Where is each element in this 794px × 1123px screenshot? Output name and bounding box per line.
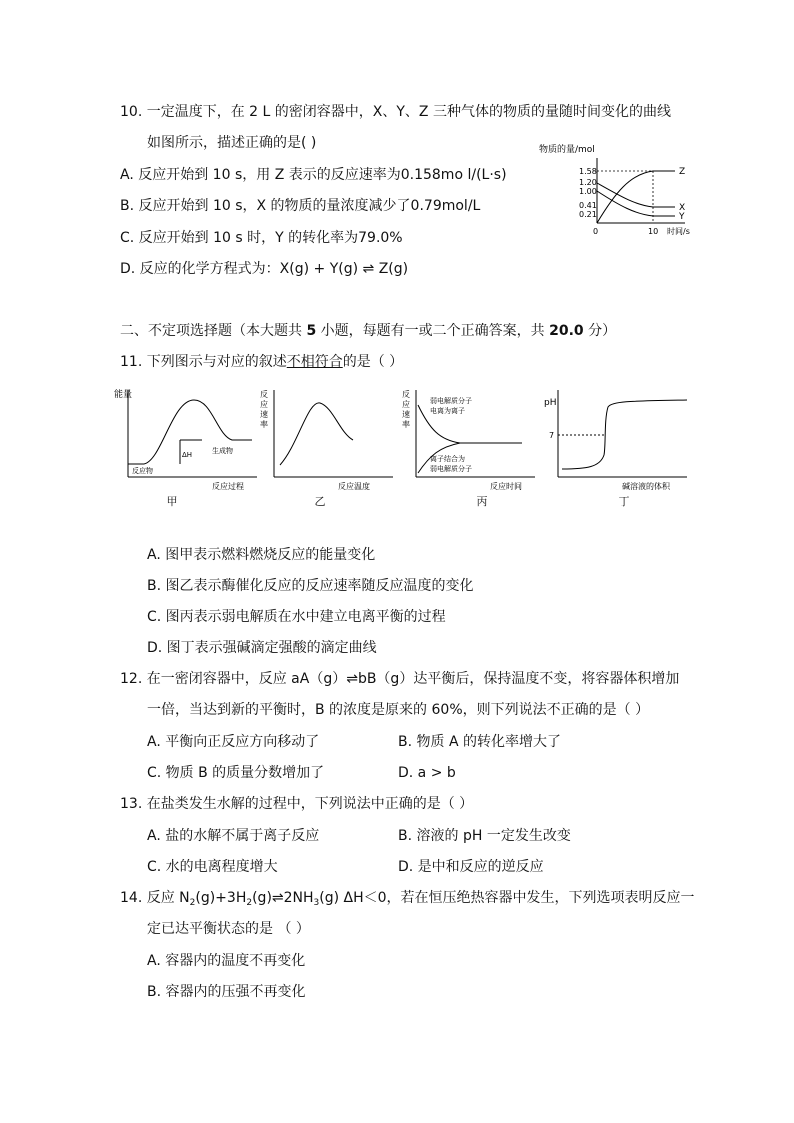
q10-option-c: C. 反应开始到 10 s 时，Y 的转化率为79.0%: [120, 230, 403, 246]
bing-xlabel: 反应时间: [490, 482, 522, 491]
ding-caption: 丁: [618, 495, 630, 508]
q11-option-d: D. 图丁表示强碱滴定强酸的滴定曲线: [147, 640, 377, 656]
q11-option-c: C. 图丙表示弱电解质在水中建立电离平衡的过程: [147, 609, 446, 625]
q10-option-a: A. 反应开始到 10 s，用 Z 表示的反应速率为0.158mo l/(L·s): [120, 167, 507, 183]
q10-ytick-4: 0.41: [579, 201, 597, 210]
svg-text:速: 速: [402, 410, 410, 419]
jia-react: 反应物: [132, 467, 153, 475]
q10-ytick-2: 1.20: [579, 178, 597, 187]
jia-dh: ΔH: [182, 451, 193, 459]
ding-tick: 7: [549, 431, 555, 440]
q13-option-d: D. 是中和反应的逆反应: [398, 859, 544, 875]
q10-curve-y: [597, 191, 675, 216]
q10-graph: [535, 138, 705, 240]
q13-option-b: B. 溶液的 pH 一定发生改变: [398, 828, 571, 844]
q10-graph-ylabel: 物质的量/mol: [539, 145, 595, 155]
q10-label-y: Y: [679, 212, 685, 222]
q10-graph-xlabel: 时间/s: [667, 227, 690, 236]
ding-ylabel: pH: [544, 398, 557, 408]
section2-title: 二、不定项选择题（本大题共 5 小题，每题有一或二个正确答案，共 20.0 分）: [120, 323, 617, 339]
svg-text:电离为离子: 电离为离子: [430, 407, 465, 415]
q10-label-x: X: [679, 203, 686, 213]
svg-text:率: 率: [260, 420, 268, 429]
q10-stem-line1: 10. 一定温度下，在 2 L 的密闭容器中，X、Y、Z 三种气体的物质的量随时间变化的曲线: [120, 104, 671, 120]
q10-ytick-3: 1.00: [579, 187, 597, 196]
bing-caption: 丙: [476, 495, 488, 508]
q14-stem-line1: 14. 反应 $N_2(g)+3H_2(g)\rightleftharpoons 2NH_3(g)$ ΔH＜0，若在恒压绝热容器中发生，下列选项表明反应一: [120, 890, 695, 908]
svg-text:应: 应: [402, 400, 410, 409]
q11-fig-yi: [258, 385, 398, 495]
svg-text:离子结合为: 离子结合为: [430, 455, 465, 463]
q10-ytick-5: 0.21: [579, 210, 597, 219]
q13-option-c: C. 水的电离程度增大: [147, 859, 278, 875]
jia-prod: 生成物: [212, 447, 233, 455]
q12-option-d: D. a > b: [398, 765, 456, 781]
yi-xlabel: 反应温度: [338, 482, 370, 491]
jia-ylabel: 能量: [114, 390, 133, 400]
q11-fig-ding: [542, 385, 692, 495]
q12-stem-line2: 一倍，当达到新的平衡时，B 的浓度是原来的 60%，则下列说法不正确的是（ ）: [147, 702, 650, 718]
q10-stem-line2: 如图所示，描述正确的是( ): [147, 135, 317, 151]
ding-xlabel: 碱溶液的体积: [622, 482, 670, 491]
q11-stem: 11. 下列图示与对应的叙述不相符合的是（ ）: [120, 354, 404, 370]
jia-xlabel: 反应过程: [212, 482, 244, 491]
yi-caption: 乙: [314, 495, 326, 508]
svg-text:弱电解质分子: 弱电解质分子: [430, 397, 472, 405]
q10-xtick-10: 10: [648, 227, 659, 236]
q10-xtick-0: 0: [593, 227, 599, 236]
q10-curve-z: [597, 171, 675, 223]
q10-option-d: D. 反应的化学方程式为：X(g) + Y(g) ⇌ Z(g): [120, 261, 409, 277]
yi-ylabel-1: 反: [260, 390, 268, 399]
q11-fig-bing: [400, 385, 540, 495]
q14-option-a: A. 容器内的温度不再变化: [147, 953, 306, 969]
q12-option-a: A. 平衡向正反应方向移动了: [147, 734, 320, 750]
svg-text:反: 反: [402, 390, 410, 399]
jia-caption: 甲: [166, 495, 178, 508]
q11-option-a: A. 图甲表示燃料燃烧反应的能量变化: [147, 547, 376, 563]
q12-option-c: C. 物质 B 的质量分数增加了: [147, 765, 325, 781]
q10-curve-x: [597, 183, 675, 207]
q13-option-a: A. 盐的水解不属于离子反应: [147, 828, 320, 844]
svg-text:速: 速: [260, 410, 268, 419]
q10-option-b: B. 反应开始到 10 s，X 的物质的量浓度减少了0.79mol/L: [120, 198, 481, 214]
q12-option-b: B. 物质 A 的转化率增大了: [398, 734, 561, 750]
svg-text:应: 应: [260, 400, 268, 409]
q11-option-b: B. 图乙表示酶催化反应的反应速率随反应温度的变化: [147, 578, 474, 594]
q14-option-b: B. 容器内的压强不再变化: [147, 984, 306, 1000]
svg-text:率: 率: [402, 420, 410, 429]
q11-fig-jia: [112, 385, 262, 495]
q12-stem-line1: 12. 在一密闭容器中，反应 aA（g）⇌bB（g）达平衡后，保持温度不变，将容器体积增加: [120, 671, 680, 687]
q14-stem-line2: 定已达平衡状态的是 （ ）: [147, 921, 310, 937]
q10-label-z: Z: [679, 167, 686, 177]
q13-stem: 13. 在盐类发生水解的过程中，下列说法中正确的是（ ）: [120, 796, 474, 812]
q10-ytick-1: 1.58: [579, 167, 597, 176]
svg-text:弱电解质分子: 弱电解质分子: [430, 465, 472, 473]
